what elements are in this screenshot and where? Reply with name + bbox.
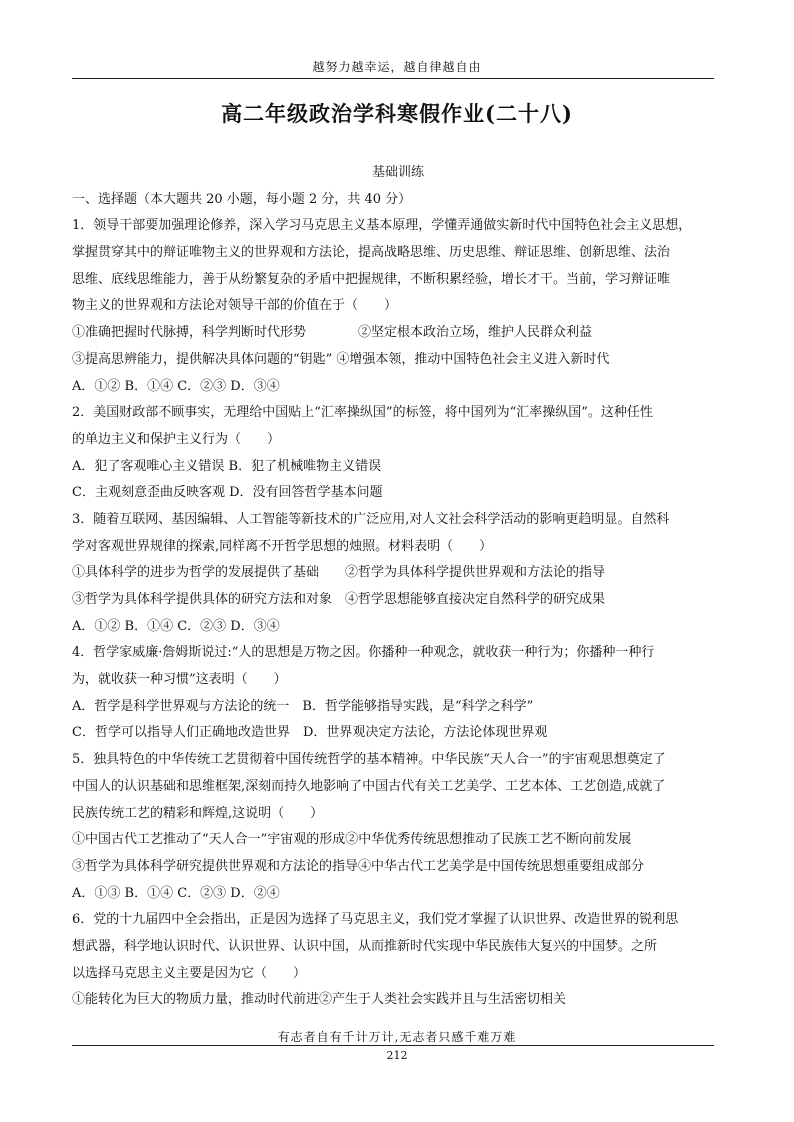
page-title: 高二年级政治学科寒假作业(二十八) <box>221 101 573 126</box>
text-line: 6．党的十九届四中全会指出，正是因为选择了马克思主义，我们党才掌握了认识世界、改造世界的锐利思 <box>72 912 679 928</box>
text-line: C．主观刻意歪曲反映客观 D．没有回答哲学基本问题 <box>72 485 383 501</box>
text-line: ①具体科学的进步为哲学的发展提供了基础 ②哲学为具体科学提供世界观和方法论的指导 <box>72 565 606 581</box>
text-line: C．哲学可以指导人们正确地改造世界 D．世界观决定方法论，方法论体现世界观 <box>72 725 548 741</box>
text-line: ③哲学为具体科学提供具体的研究方法和对象 ④哲学思想能够直接决定自然科学的研究成果 <box>72 592 606 607</box>
text-line: 中国人的认识基础和思维框架,深刻而持久地影响了中国古代有关工艺美学、工艺本体、工艺创造,成就了 <box>72 778 666 794</box>
footer-motto: 有志者自有千计万计,无志者只感千难万难 <box>277 1030 517 1044</box>
footer-divider <box>72 1045 714 1046</box>
text-line: ①中国古代工艺推动了“天人合一”宇宙观的形成②中华优秀传统思想推动了民族工艺不断向前发展 <box>72 832 632 848</box>
text-line: ③哲学为具体科学研究提供世界观和方法论的指导④中华古代工艺美学是中国传统思想重要组成部分 <box>72 858 645 874</box>
text-line: 以选择马克思主义主要是因为它（ ） <box>72 965 307 981</box>
text-line: 想武器，科学地认识时代、认识世界、认识中国，从而推新时代实现中华民族伟大复兴的中国梦。之所 <box>72 938 658 954</box>
section-title: 基础训练 <box>371 165 424 180</box>
header-motto: 越努力越幸运，越自律越自由 <box>312 60 482 74</box>
text-line: 掌握贯穿其中的辩证唯物主义的世界观和方法论，提高战略思维、历史思维、辩证思维、创新思维、法治 <box>72 245 671 261</box>
text-line: 2．美国财政部不顾事实，无理给中国贴上“汇率操纵国”的标签，将中国列为“汇率操纵国”。这种任性 <box>72 405 653 421</box>
text-line: 4．哲学家威廉·詹姆斯说过:“人的思想是万物之因。你播种一种观念，就收获一种行为；你播种一种行 <box>72 645 655 661</box>
text-line: A．哲学是科学世界观与方法论的统一 B．哲学能够指导实践，是“科学之科学” <box>72 698 534 714</box>
text-line: A．①③ B．①④ C．②③ D．②④ <box>72 885 280 901</box>
text-line: 1．领导干部要加强理论修养，深入学习马克思主义基本原理，学懂弄通做实新时代中国特色社会主义思想， <box>72 218 692 234</box>
text-line: 为，就收获一种习惯”这表明（ ） <box>72 672 287 688</box>
text-line: A．犯了客观唯心主义错误 B．犯了机械唯物主义错误 <box>72 458 382 474</box>
text-line: ③提高思辨能力，提供解决具体问题的“钥匙” ④增强本领，推动中国特色社会主义进入新时代 <box>72 351 610 367</box>
text-line: 民族传统工艺的精彩和辉煌,这说明（ ） <box>72 805 324 821</box>
text-line: A．①② B．①④ C．②③ D．③④ <box>72 378 280 394</box>
text-line: 3．随着互联网、基因编辑、人工智能等新技术的广泛应用,对人文社会科学活动的影响更趋明显。自然科 <box>72 511 670 527</box>
text-line: 的单边主义和保护主义行为（ ） <box>72 431 281 447</box>
question-lines <box>72 187 724 1014</box>
text-line: 思维、底线思维能力，善于从纷繁复杂的矛盾中把握规律，不断积累经验，增长才干。当前，学习辩证唯 <box>72 271 671 287</box>
text-line: A．①② B．①④ C．②③ D．③④ <box>72 618 280 634</box>
text-line: 物主义的世界观和方法论对领导干部的价值在于（ ） <box>72 298 398 314</box>
text-line: 5．独具特色的中华传统工艺贯彻着中国传统哲学的基本精神。中华民族“天人合一”的宇宙观思想奠定了 <box>72 752 666 768</box>
text-line: 一、选择题（本大题共 20 小题，每小题 2 分，共 40 分） <box>72 191 412 207</box>
text-line: ①准确把握时代脉搏，科学判断时代形势 ②坚定根本政治立场，维护人民群众利益 <box>72 325 593 341</box>
text-line: 学对客观世界规律的探索,同样离不开哲学思想的烛照。材料表明（ ） <box>72 538 493 554</box>
document-body <box>72 160 724 1014</box>
text-line: ①能转化为巨大的物质力量，推动时代前进②产生于人类社会实践并且与生活密切相关 <box>72 992 567 1008</box>
page-number: 212 <box>386 1049 408 1062</box>
header-divider <box>72 78 714 79</box>
